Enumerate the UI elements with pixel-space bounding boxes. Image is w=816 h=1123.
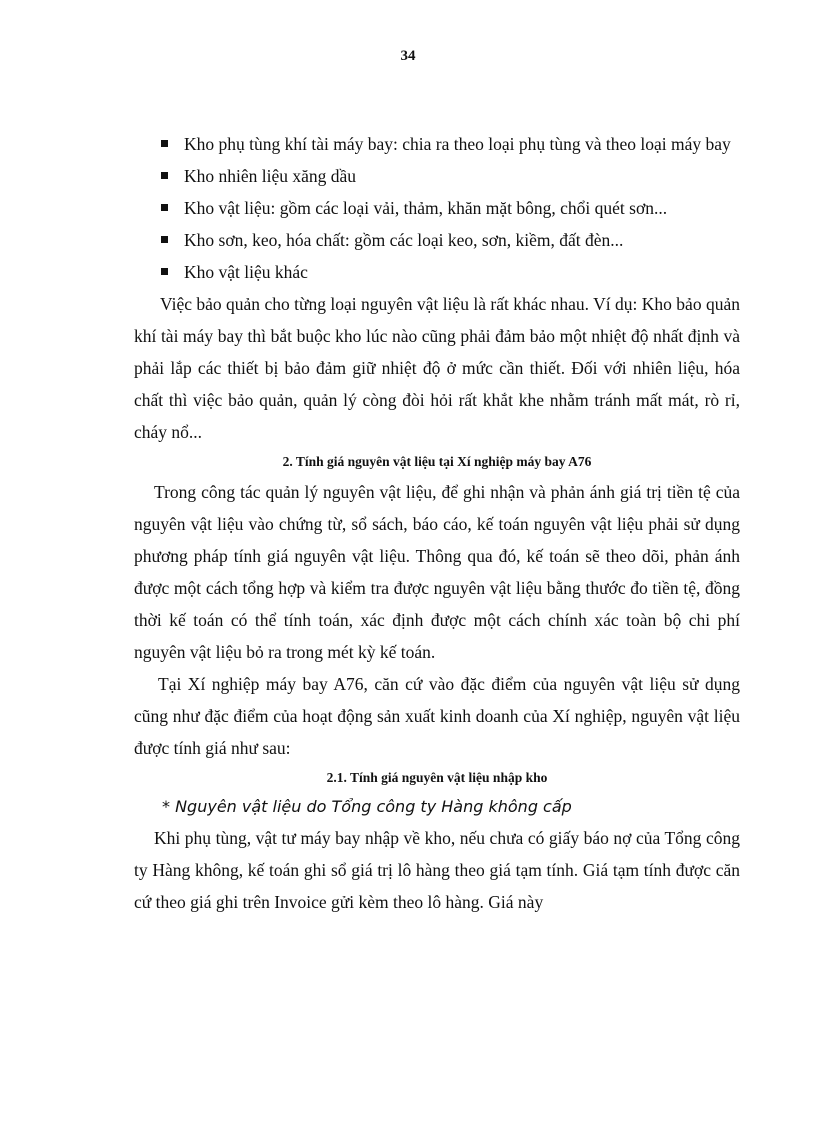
enterprise-paragraph: Tại Xí nghiệp máy bay A76, căn cứ vào đặc điểm của nguyên vật liệu sử dụng cũng như đặc điểm của hoạt động sản xuất kinh doanh của Xí nghiệp, nguyên vật liệu được tính giá như sau: [134, 674, 740, 758]
section-heading: 2. Tính giá nguyên vật liệu tại Xí nghiệp máy bay A76 [282, 454, 592, 469]
list-item [134, 224, 740, 256]
management-paragraph: Trong công tác quản lý nguyên vật liệu, để ghi nhận và phản ánh giá trị tiền tệ của nguyên vật liệu vào chứng từ, sổ sách, báo cáo, kế toán nguyên vật liệu phải sử dụng phương pháp tính giá nguyên vật liệu. Thông qua đó, kế toán sẽ theo dõi, phản ánh được một cách tổng hợp và kiểm tra được nguyên vật liệu bằng thước đo tiền tệ, đồng thời kế toán có thể tính toán, xác định được một cách chính xác toàn bộ chi phí nguyên vật liệu bỏ ra trong mét kỳ kế toán. [134, 482, 740, 662]
page-number: 34 [400, 48, 416, 64]
list-item [134, 256, 740, 288]
subsection-heading: 2.1. Tính giá nguyên vật liệu nhập kho [326, 770, 548, 785]
square-bullet-icon [161, 268, 168, 275]
list-item-text: Kho vật liệu khác [184, 262, 308, 282]
square-bullet-icon [161, 204, 168, 211]
supplied-materials-note: * Nguyên vật liệu do Tổng công ty Hàng không cấp [162, 797, 572, 816]
list-item-text: Kho nhiên liệu xăng dầu [184, 166, 357, 186]
list-item-text: Kho vật liệu: gồm các loại vải, thảm, khăn mặt bông, chổi quét sơn... [184, 198, 668, 218]
list-item [134, 192, 740, 224]
storage-type-list [134, 128, 740, 288]
square-bullet-icon [161, 236, 168, 243]
list-item [134, 160, 740, 192]
square-bullet-icon [161, 140, 168, 147]
storage-paragraph: Việc bảo quản cho từng loại nguyên vật liệu là rất khác nhau. Ví dụ: Kho bảo quản khí tài máy bay thì bắt buộc kho lúc nào cũng phải đảm bảo một nhiệt độ nhất định và phải lắp các thiết bị bảo đảm giữ nhiệt độ ở mức cần thiết. Đối với nhiên liệu, hóa chất thì việc bảo quản, quản lý còng đòi hỏi rất khắt khe nhằm tránh mất mát, rò rỉ, cháy nổ... [134, 294, 740, 442]
list-item-text: Kho sơn, keo, hóa chất: gồm các loại keo, sơn, kiềm, đất đèn... [184, 230, 624, 250]
list-item-text: Kho phụ tùng khí tài máy bay: chia ra theo loại phụ tùng và theo loại máy bay [184, 134, 731, 154]
document-body [134, 128, 740, 918]
import-paragraph: Khi phụ tùng, vật tư máy bay nhập về kho, nếu chưa có giấy báo nợ của Tổng công ty Hàng không, kế toán ghi sổ giá trị lô hàng theo giá tạm tính. Giá tạm tính được căn cứ theo giá ghi trên Invoice gửi kèm theo lô hàng. Giá này [134, 828, 740, 912]
square-bullet-icon [161, 172, 168, 179]
list-item [134, 128, 740, 160]
